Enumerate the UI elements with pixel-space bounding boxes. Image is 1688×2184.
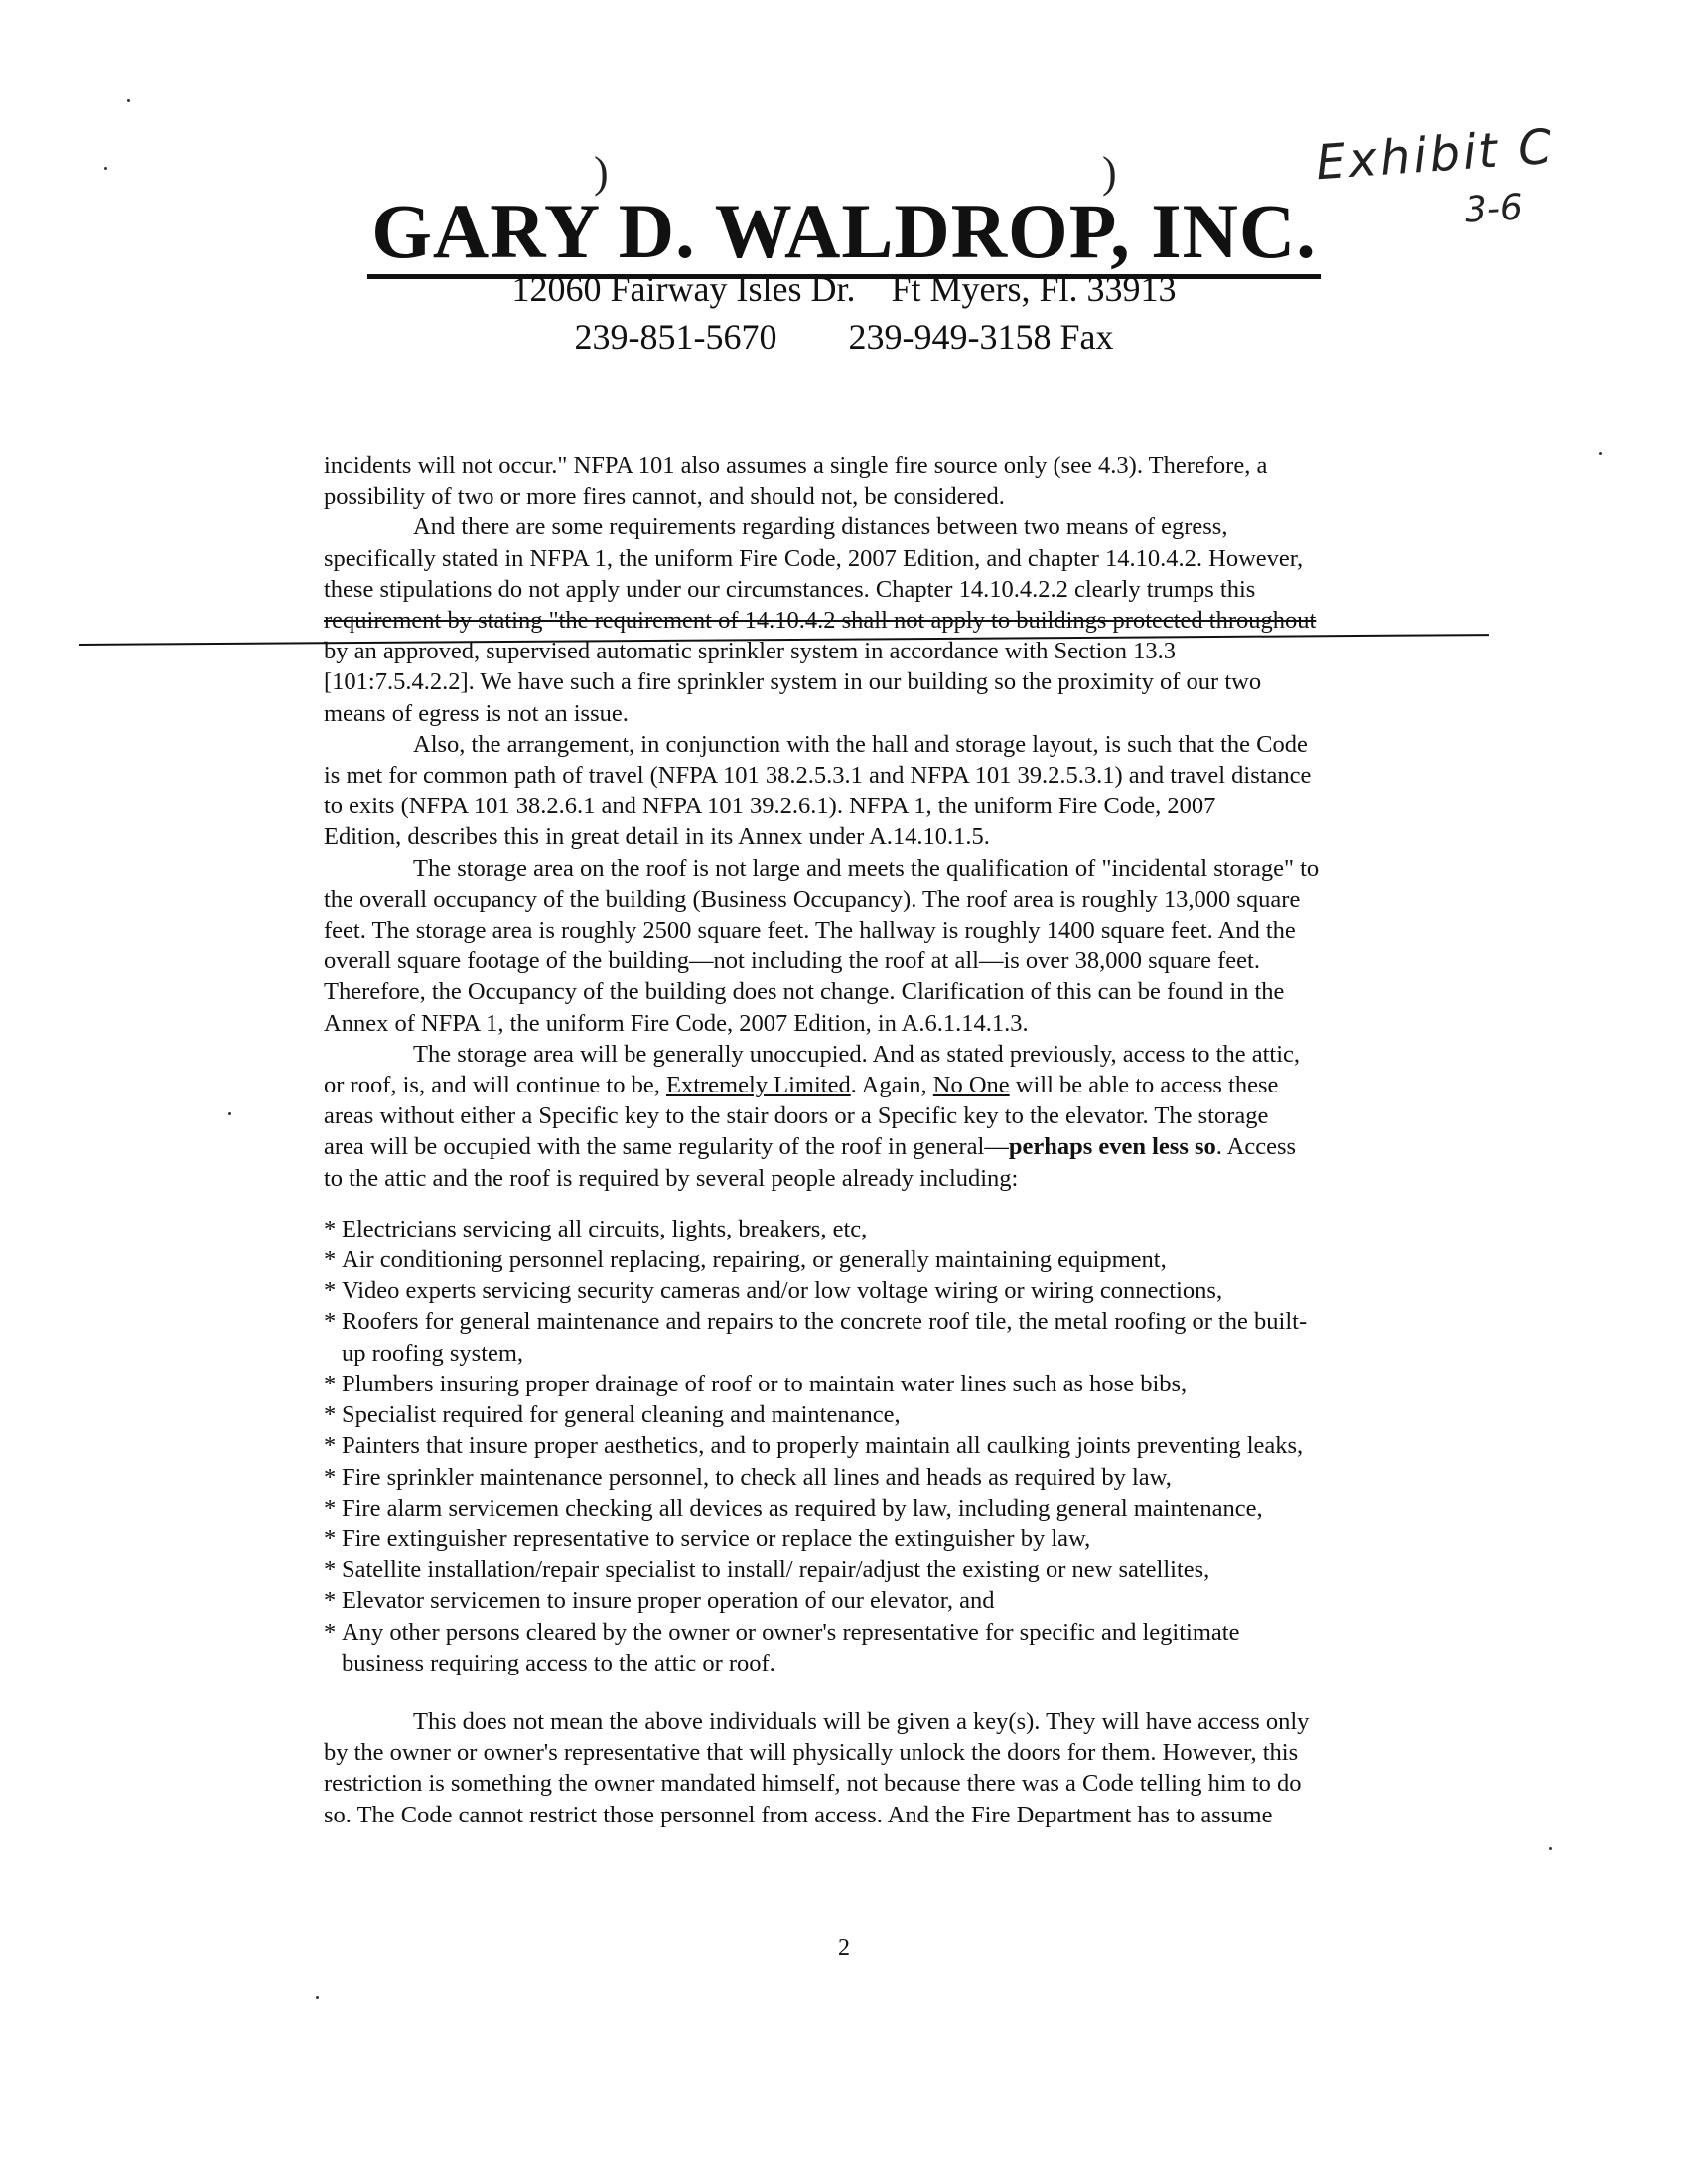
- page-number: 2: [838, 1935, 850, 1961]
- text-line: by an approved, supervised automatic sprinkler system in accordance with Section 13.3: [324, 638, 1176, 665]
- bullet-icon: *: [324, 1463, 337, 1491]
- struck-text-line: requirement by stating "the requirement of 14.10.4.2 shall not apply to buildings protected throughout: [324, 607, 1317, 635]
- list-item: * Satellite installation/repair specialist to install/ repair/adjust the existing or new satellites,: [324, 1554, 1466, 1585]
- text-line: Edition, describes this in great detail in its Annex under A.14.10.1.5.: [324, 823, 990, 851]
- text-line: restriction is something the owner mandated himself, not because there was a Code telling him to do: [324, 1770, 1302, 1798]
- text-line: [101:7.5.4.2.2]. We have such a fire sprinkler system in our building so the proximity of our two: [324, 668, 1262, 696]
- text-line: The storage area on the roof is not large and meets the qualification of "incidental storage" to: [413, 854, 1320, 882]
- text-line: area will be occupied with the same regularity of the roof in general—perhaps even less so. Access: [324, 1133, 1297, 1161]
- paragraph-4: [324, 853, 1466, 1039]
- bullet-icon: *: [324, 1556, 337, 1584]
- text-line: The storage area will be generally unoccupied. And as stated previously, access to the attic,: [413, 1040, 1301, 1068]
- bullet-icon: *: [324, 1525, 337, 1552]
- exhibit-number: 3-6: [1463, 187, 1524, 231]
- bullet-icon: *: [324, 1370, 337, 1397]
- bullet-icon: *: [324, 1432, 337, 1460]
- list-item: * Fire sprinkler maintenance personnel, to check all lines and heads as required by law,: [324, 1462, 1466, 1493]
- text-line: or roof, is, and will continue to be, Extremely Limited. Again, No One will be able to access these: [324, 1072, 1279, 1099]
- text-line: feet. The storage area is roughly 2500 square feet. The hallway is roughly 1400 square feet. And the: [324, 917, 1296, 945]
- text-line: Annex of NFPA 1, the uniform Fire Code, 2007 Edition, in A.6.1.14.1.3.: [324, 1009, 1029, 1037]
- text-line: possibility of two or more fires cannot, and should not, be considered.: [324, 483, 1005, 510]
- scan-mark: ): [1102, 148, 1117, 197]
- text-line: to the attic and the roof is required by several people already including:: [324, 1164, 1019, 1192]
- text-line: overall square footage of the building—not including the roof at all—is over 38,000 square feet.: [324, 947, 1260, 975]
- scan-mark: ): [594, 148, 609, 197]
- paragraph-3: [324, 729, 1466, 853]
- text-line: to exits (NFPA 101 38.2.6.1 and NFPA 101 39.2.6.1). NFPA 1, the uniform Fire Code, 2007: [324, 793, 1216, 820]
- letterhead-company: GARY D. WALDROP, INC.: [0, 187, 1688, 276]
- paragraph-2: [324, 511, 1466, 728]
- list-item: * Any other persons cleared by the owner or owner's representative for specific and legitimate business requiring access to the attic or roof.: [324, 1618, 1240, 1676]
- scan-speck: [104, 167, 107, 170]
- closing-paragraph: [324, 1706, 1466, 1830]
- bullet-icon: *: [324, 1587, 337, 1615]
- text-line: is met for common path of travel (NFPA 101 38.2.5.3.1 and NFPA 101 39.2.5.3.1) and travel distance: [324, 762, 1312, 790]
- list-item: * Plumbers insuring proper drainage of roof or to maintain water lines such as hose bibs,: [324, 1369, 1466, 1399]
- bold-text: perhaps even less so: [1008, 1133, 1216, 1161]
- bullet-icon: *: [324, 1277, 337, 1305]
- underlined-text: Extremely Limited: [665, 1072, 851, 1099]
- list-item: * Elevator servicemen to insure proper operation of our elevator, and: [324, 1585, 1466, 1616]
- text-line: means of egress is not an issue.: [324, 699, 629, 727]
- bullet-icon: *: [324, 1494, 337, 1522]
- text-line: And there are some requirements regarding distances between two means of egress,: [413, 513, 1228, 541]
- list-item: * Fire extinguisher representative to service or replace the extinguisher by law,: [324, 1524, 1466, 1554]
- text-line: specifically stated in NFPA 1, the uniform Fire Code, 2007 Edition, and chapter 14.10.4.2. However,: [324, 544, 1304, 572]
- paragraph-5: [324, 1039, 1466, 1194]
- bullet-icon: *: [324, 1618, 337, 1646]
- list-item: * Roofers for general maintenance and repairs to the concrete roof tile, the metal roofing or the built- up roofing system,: [324, 1308, 1308, 1367]
- bullet-icon: *: [324, 1308, 337, 1336]
- scan-speck: [1599, 452, 1602, 455]
- list-item: * Specialist required for general cleaning and maintenance,: [324, 1399, 1466, 1430]
- personnel-list: [324, 1214, 1466, 1678]
- list-item: * Video experts servicing security cameras and/or low voltage wiring or wiring connections,: [324, 1275, 1466, 1306]
- text-line: these stipulations do not apply under our circumstances. Chapter 14.10.4.2.2 clearly trumps this: [324, 575, 1256, 603]
- list-item: * Electricians servicing all circuits, lights, breakers, etc,: [324, 1214, 1466, 1244]
- bullet-icon: *: [324, 1246, 337, 1274]
- text-line: incidents will not occur." NFPA 101 also assumes a single fire source only (see 4.3). Therefore, a: [324, 452, 1268, 479]
- text-line: This does not mean the above individuals will be given a key(s). They will have access only: [413, 1707, 1310, 1735]
- scan-speck: [127, 99, 130, 102]
- text-line: by the owner or owner's representative that will physically unlock the doors for them. However, this: [324, 1739, 1299, 1767]
- letter-body: [324, 450, 1466, 1830]
- list-item: * Air conditioning personnel replacing, repairing, or generally maintaining equipment,: [324, 1244, 1466, 1275]
- exhibit-label: Exhibit C: [1314, 118, 1557, 192]
- list-item: * Painters that insure proper aesthetics, and to properly maintain all caulking joints preventing leaks,: [324, 1430, 1466, 1461]
- text-line: Also, the arrangement, in conjunction with the hall and storage layout, is such that the Code: [413, 730, 1308, 758]
- text-line: areas without either a Specific key to the stair doors or a Specific key to the elevator. The storage: [324, 1102, 1269, 1130]
- underlined-text: No One: [932, 1072, 1010, 1099]
- letterhead-address: 12060 Fairway Isles Dr. Ft Myers, Fl. 33913: [511, 269, 1177, 309]
- text-line: Therefore, the Occupancy of the building does not change. Clarification of this can be found in the: [324, 978, 1285, 1006]
- letterhead-phone: 239-851-5670 239-949-3158 Fax: [574, 317, 1114, 357]
- bullet-icon: *: [324, 1215, 337, 1242]
- scan-speck: [228, 1112, 231, 1115]
- scan-speck: [1549, 1847, 1552, 1850]
- list-item: * Fire alarm servicemen checking all devices as required by law, including general maintenance,: [324, 1493, 1466, 1524]
- bullet-icon: *: [324, 1401, 337, 1429]
- paragraph-1: [324, 450, 1466, 511]
- scan-speck: [316, 1996, 319, 1999]
- text-line: so. The Code cannot restrict those personnel from access. And the Fire Department has to assume: [324, 1801, 1273, 1828]
- text-line: the overall occupancy of the building (Business Occupancy). The roof area is roughly 13,000 square: [324, 885, 1301, 913]
